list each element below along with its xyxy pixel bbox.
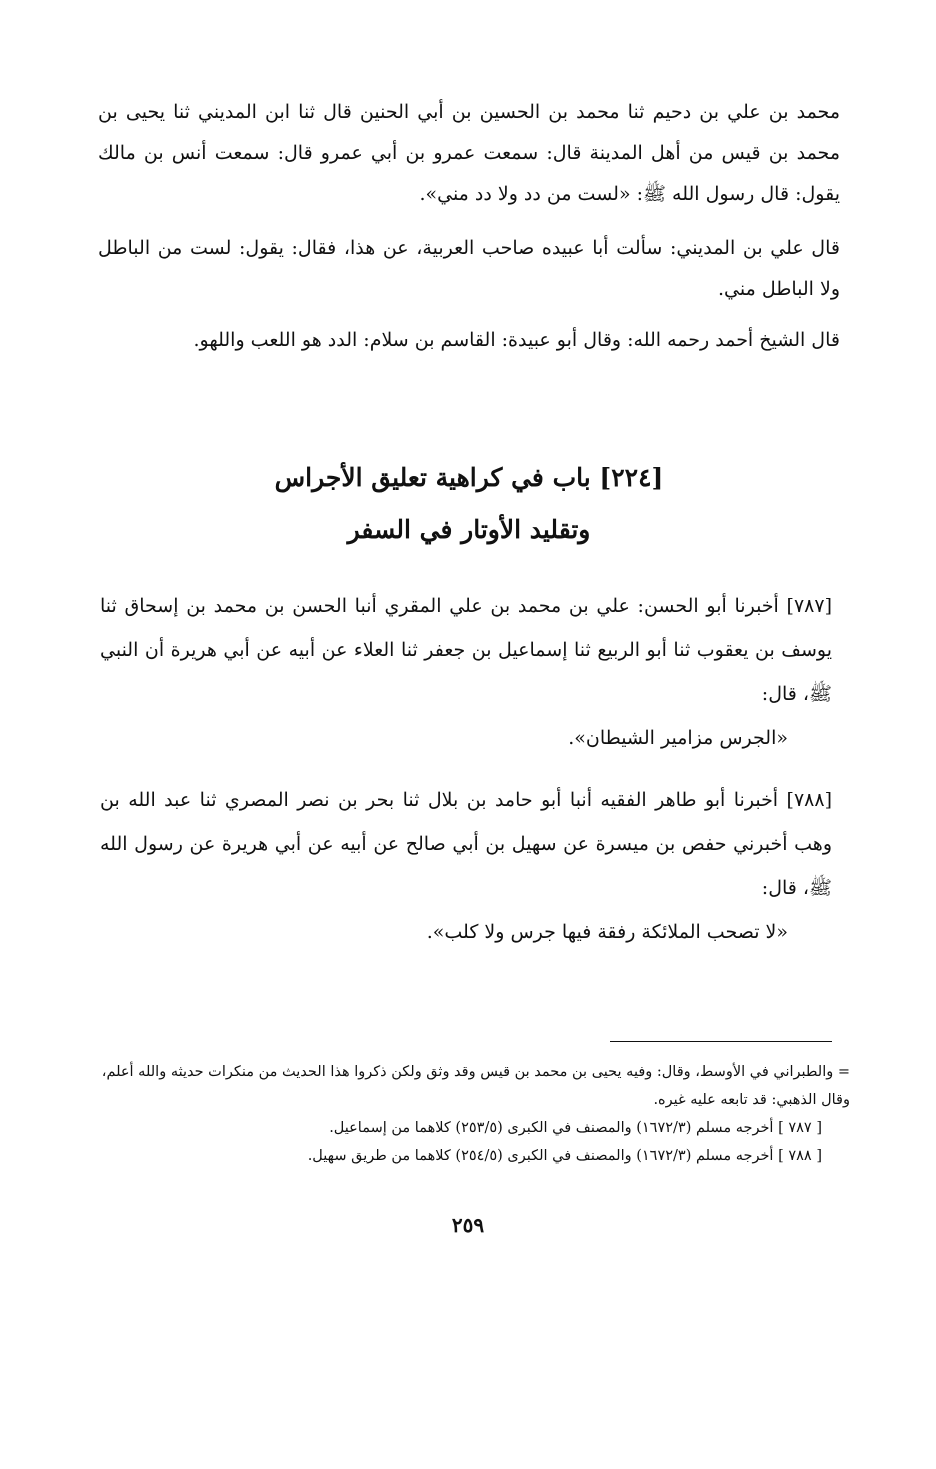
chapter-heading: [98, 452, 840, 556]
paragraph-abu-ubayda-comment: قال الشيخ أحمد رحمه الله: وقال أبو عبيدة: القاسم بن سلام: الدد هو اللعب واللهو.: [193, 329, 840, 351]
footnote-788: [ ٧٨٨ ] أخرجه مسلم (١٦٧٢/٣) والمصنف في الكبرى (٢٥٤/٥) كلاهما من طريق سهيل.: [307, 1148, 822, 1164]
chapter-heading-line-1: [٢٢٤] باب في كراهية تعليق الأجراس: [274, 463, 664, 492]
footnote-continuation: = والطبراني في الأوسط، وقال: وفيه يحيى بن محمد بن قيس وقد وثق ولكن ذكروا هذا الحديث من منكرات حديثه والله أعلم، وقال الذهبي: قد تابعه عليه غيره.: [101, 1064, 850, 1108]
footnotes: [90, 1058, 850, 1170]
chapter-heading-line-2: وتقليد الأوتار في السفر: [347, 515, 591, 544]
hadith-787-isnad: [٧٨٧] أخبرنا أبو الحسن: علي بن محمد بن علي المقري أنبا الحسن بن محمد بن إسحاق ثنا يوسف بن يعقوب ثنا أبو الربيع ثنا إسماعيل بن جعفر ثنا العلاء عن أبيه عن أبي هريرة أن النبي ﷺ، قال:: [100, 595, 832, 705]
paragraph-hadith-continuation: محمد بن علي بن دحيم ثنا محمد بن الحسين بن أبي الحنين قال ثنا ابن المديني ثنا يحيى بن محمد بن قيس من أهل المدينة قال: سمعت عمرو بن أبي عمرو قال: سمعت أنس بن مالك يقول: قال رسول الله ﷺ: «لست من دد ولا دد مني».: [98, 101, 840, 205]
hadith-787-matn: «الجرس مزامير الشيطان».: [568, 727, 788, 749]
hadith-788: [100, 778, 832, 954]
paragraph-ibn-madini-comment: قال علي بن المديني: سألت أبا عبيده صاحب العربية، عن هذا، فقال: يقول: لست من الباطل ولا الباطل مني.: [98, 237, 840, 300]
footnote-787: [ ٧٨٧ ] أخرجه مسلم (١٦٧٢/٣) والمصنف في الكبرى (٢٥٣/٥) كلاهما من إسماعيل.: [329, 1120, 822, 1136]
hadith-787: [100, 584, 832, 760]
page-number: ٢٥٩: [451, 1213, 485, 1237]
footnote-separator: [610, 1041, 832, 1042]
hadith-788-isnad: [٧٨٨] أخبرنا أبو طاهر الفقيه أنبا أبو حامد بن بلال ثنا بحر بن نصر المصري ثنا عبد الله بن وهب أخبرني حفص بن ميسرة عن سهيل بن أبي صالح عن أبيه عن أبي هريرة عن رسول الله ﷺ، قال:: [100, 789, 832, 899]
hadith-788-matn: «لا تصحب الملائكة رفقة فيها جرس ولا كلب».: [426, 921, 788, 943]
